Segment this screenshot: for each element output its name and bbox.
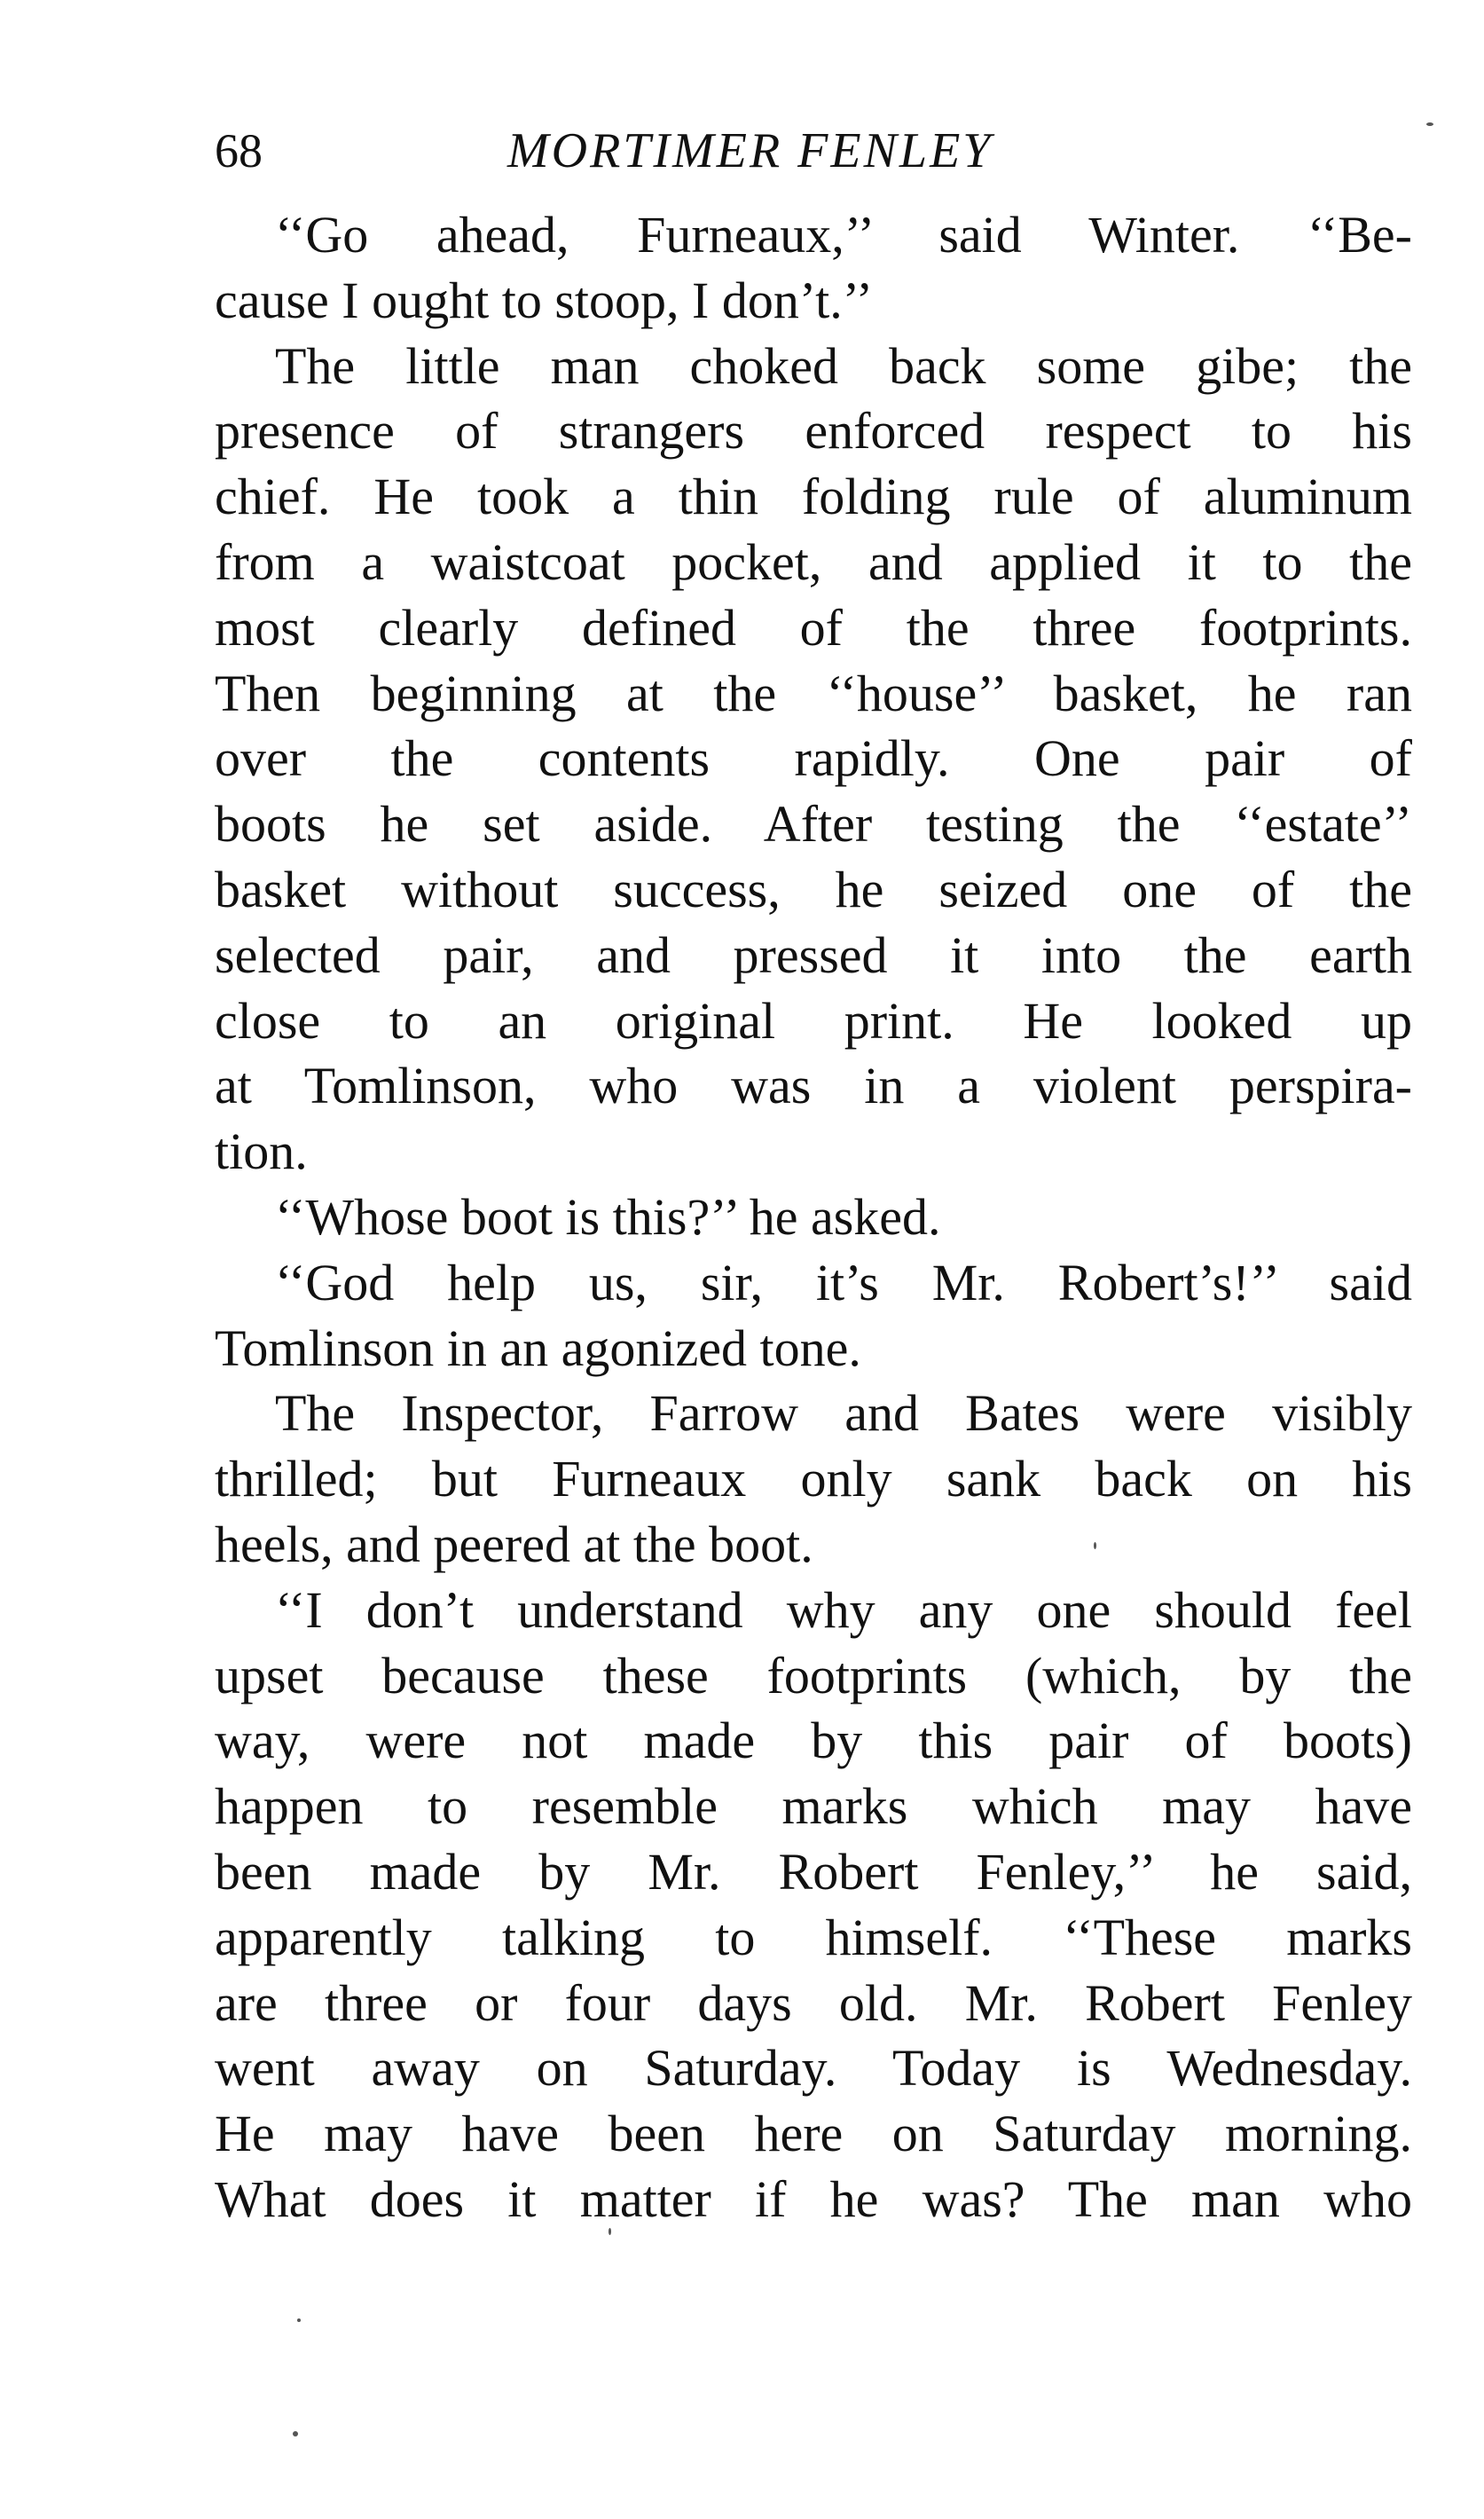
text-line: heels, and peered at the boot.: [215, 1515, 813, 1573]
text-line: ‘‘Whose boot is this?’’ he asked.: [275, 1187, 941, 1246]
text-line: The Inspector, Farrow and Bates were visibly: [275, 1384, 1412, 1443]
text-line: close to an original print. He looked up: [215, 991, 1412, 1050]
text-line: Then beginning at the ‘‘house’’ basket, he ran: [215, 664, 1412, 722]
text-line: been made by Mr. Robert Fenley,’’ he said,: [215, 1842, 1412, 1901]
page-number: 68: [215, 124, 263, 177]
text-line: happen to resemble marks which may have: [215, 1777, 1412, 1836]
running-title: MORTIMER FENLEY: [507, 123, 993, 178]
text-line: basket without success, he seized one of the: [215, 860, 1412, 918]
text-line: ‘‘I don’t understand why any one should feel: [275, 1580, 1412, 1639]
text-line: tion.: [215, 1122, 308, 1181]
text-line: at Tomlinson, who was in a violent perspira-: [215, 1057, 1412, 1115]
text-line: are three or four days old. Mr. Robert Fenley: [215, 1973, 1412, 2032]
scan-speck: [1426, 122, 1433, 126]
running-head: [215, 115, 1412, 186]
scan-speck: [609, 2228, 611, 2235]
text-line: went away on Saturday. Today is Wednesday.: [215, 2039, 1412, 2098]
scan-speck: [293, 2431, 298, 2436]
scan-speck: [297, 2318, 301, 2322]
text-line: selected pair, and pressed it into the earth: [215, 925, 1412, 984]
text-line: from a waistcoat pocket, and applied it to the: [215, 532, 1412, 591]
text-line: What does it matter if he was? The man who: [215, 2169, 1412, 2228]
text-line: boots he set aside. After testing the ‘‘estate’’: [215, 795, 1412, 854]
text-line: cause I ought to stoop, I don’t.’’: [215, 271, 874, 329]
text-line: upset because these footprints (which, by the: [215, 1646, 1412, 1704]
body-text: [215, 202, 1412, 2232]
text-line: Tomlinson in an agonized tone.: [215, 1319, 861, 1377]
text-line: He may have been here on Saturday morning.: [215, 2105, 1412, 2163]
scan-speck: [1094, 1542, 1096, 1549]
text-line: thrilled; but Furneaux only sank back on his: [215, 1450, 1412, 1508]
text-line: The little man choked back some gibe; the: [275, 336, 1412, 395]
text-line: presence of strangers enforced respect to his: [215, 402, 1412, 461]
text-line: way, were not made by this pair of boots): [215, 1712, 1412, 1770]
text-line: apparently talking to himself. ‘‘These marks: [215, 1908, 1412, 1966]
text-line: ‘‘Go ahead, Furneaux,’’ said Winter. ‘‘Be-: [275, 206, 1412, 264]
text-line: ‘‘God help us, sir, it’s Mr. Robert’s!’’ said: [275, 1253, 1412, 1311]
text-line: most clearly defined of the three footprints.: [215, 598, 1412, 657]
text-line: chief. He took a thin folding rule of aluminum: [215, 468, 1412, 526]
text-line: over the contents rapidly. One pair of: [215, 729, 1412, 788]
